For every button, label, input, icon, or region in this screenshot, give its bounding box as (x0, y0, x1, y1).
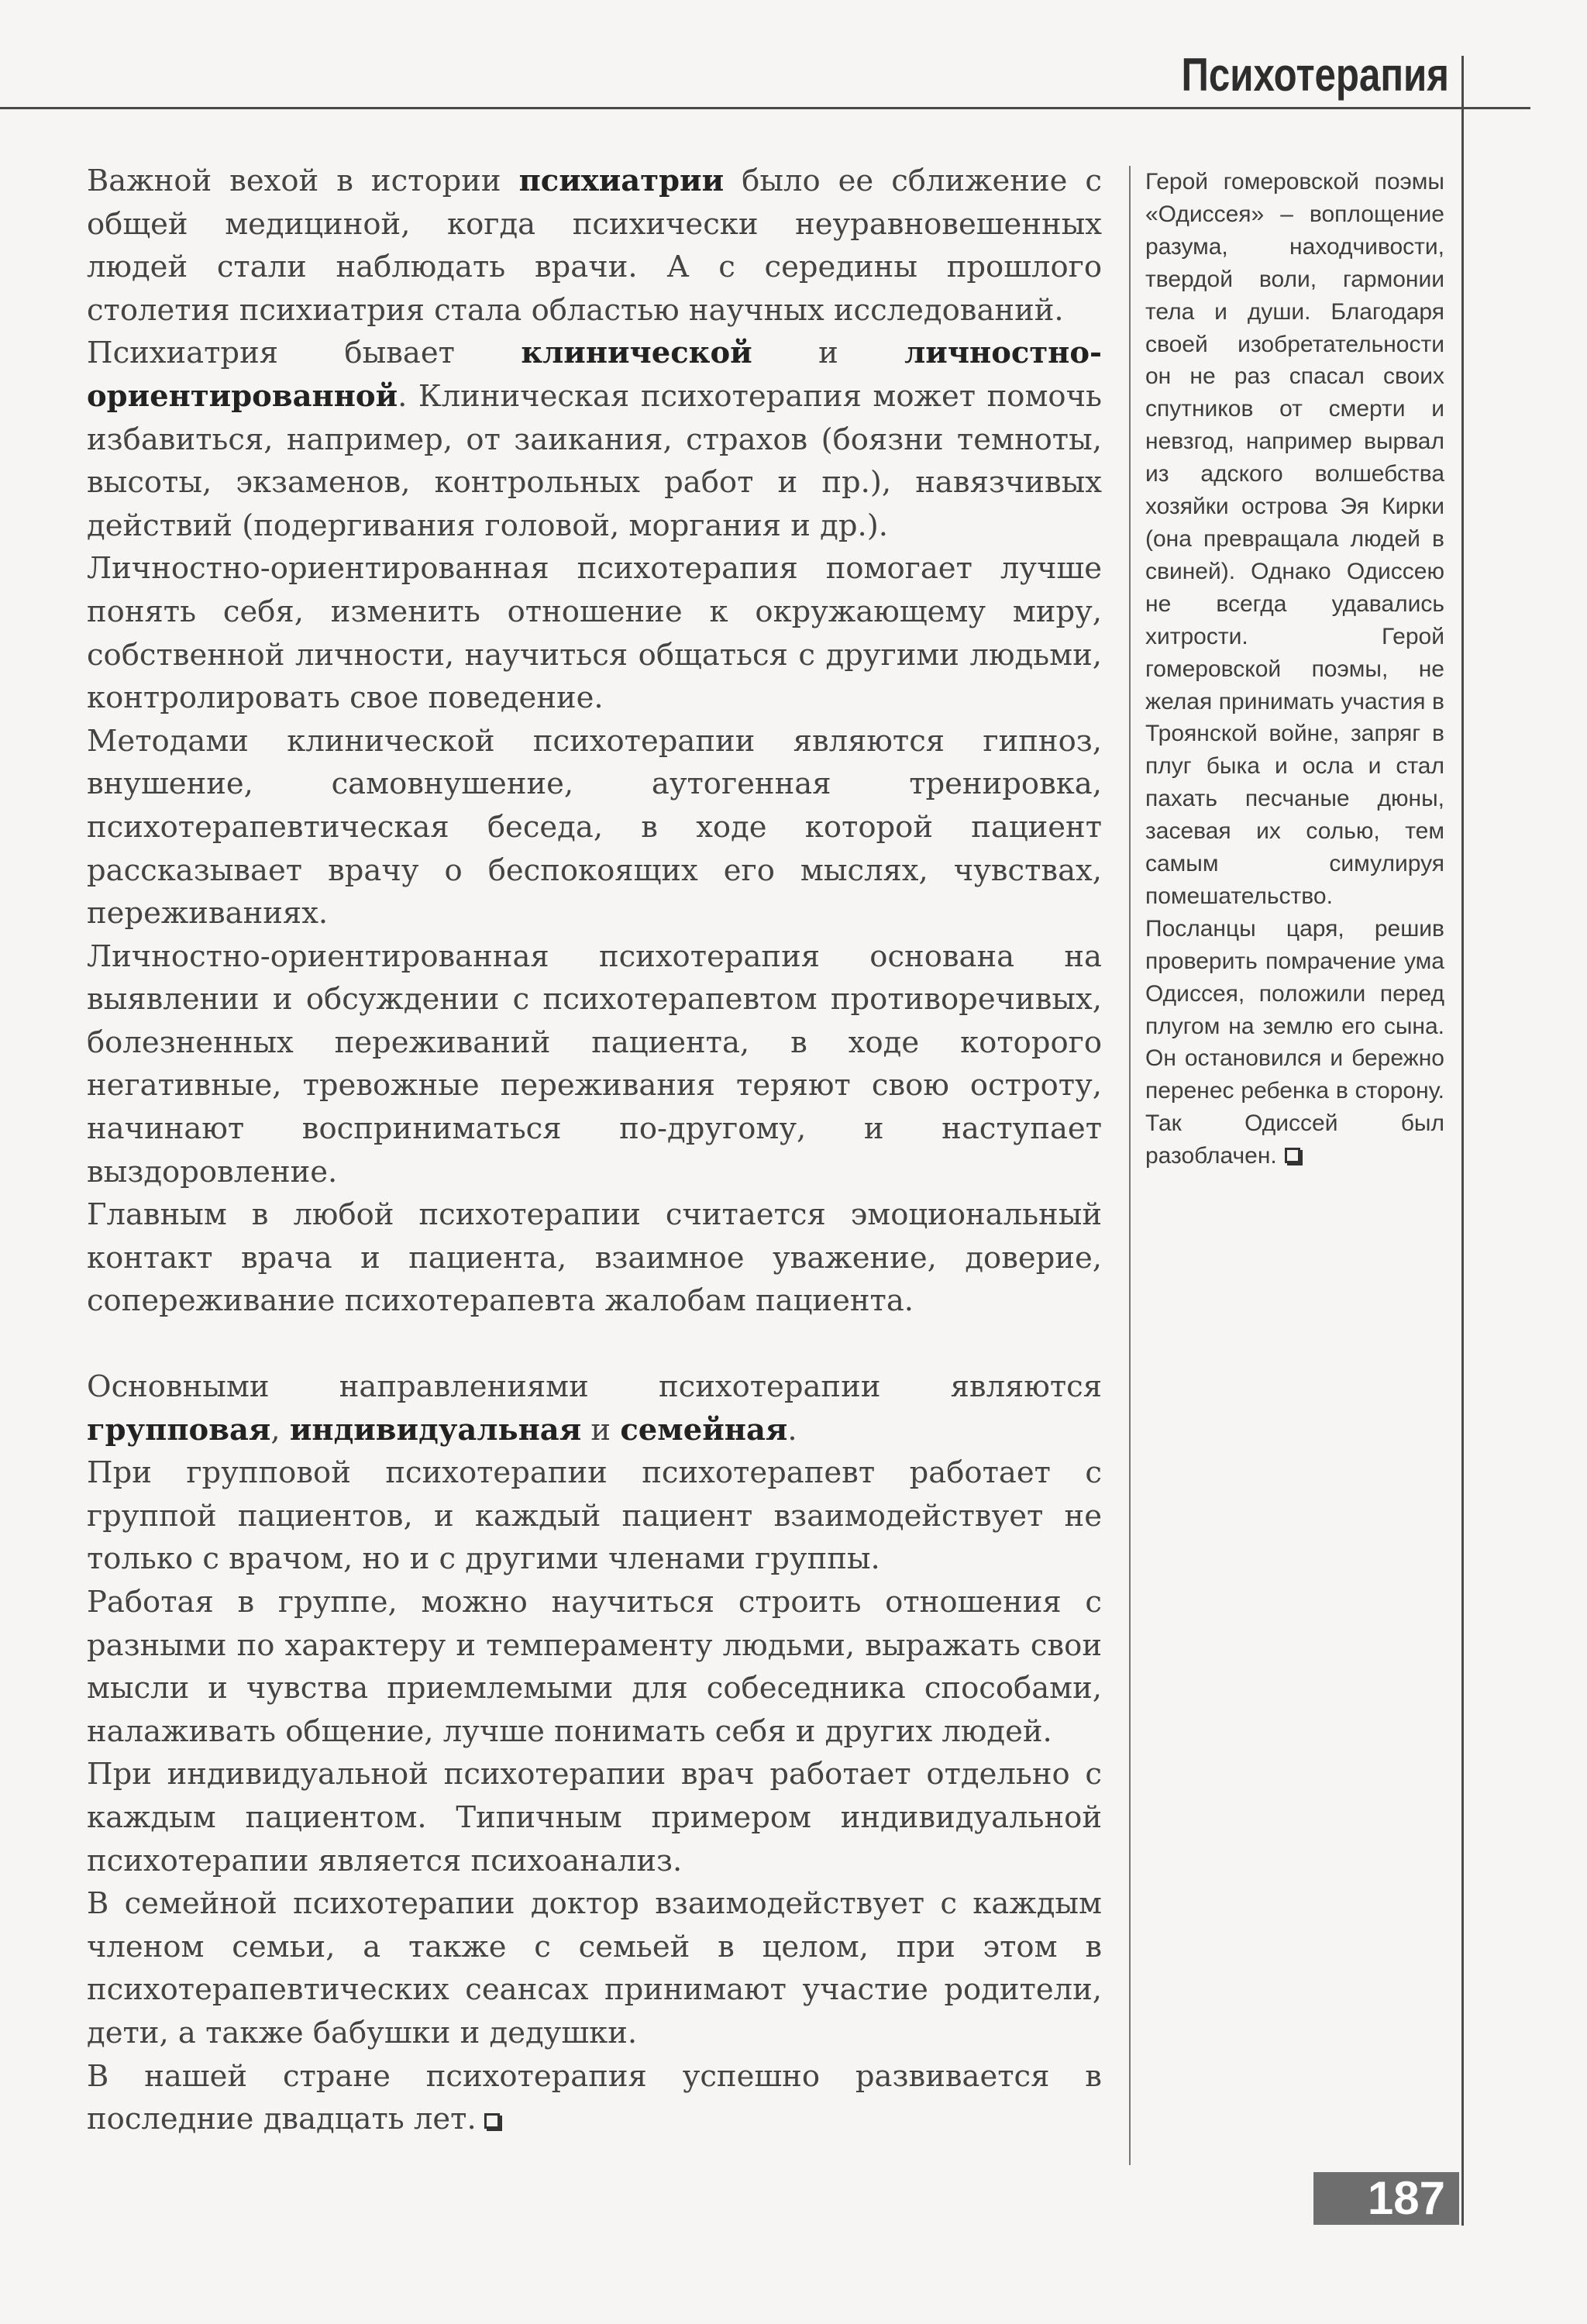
paragraph-last: В нашей стране психотерапия успешно развивается в последние двадцать лет. (87, 2058, 1102, 2137)
paragraph: Личностно-ориентированная психотерапия основана на выявлении и обсуждении с психотерапевтом противоречивых, болезненных переживаний пациента, в ходе которого негативные, тревожные переживания теряют свою остроту, начинают восприниматься по-другому, и наступает выздоровление. (87, 938, 1102, 1190)
page-number: 187 (1313, 2172, 1459, 2225)
paragraph: Психиатрия бывает клинической и личностно-ориентированной. Клиническая психотерапия может помочь избавиться, например, от заикания, страхов (боязни темноты, высоты, экзаменов, контрольных работ и пр.), навязчивых действий (подергивания головой, моргания и др.). (87, 336, 1103, 543)
sidebar-rule (1129, 166, 1131, 2165)
end-of-note-square-icon (1285, 1148, 1300, 1163)
paragraph: При групповой психотерапии психотерапевт работает с группой пациентов, и каждый пациент взаимодействует не только с врачом, но и с другими членами группы. (87, 1455, 1102, 1577)
page-edge-rule (1461, 56, 1464, 2226)
main-text-column (87, 160, 1102, 2141)
paragraph: Методами клинической психотерапии являются гипноз, внушение, самовнушение, аутогенная тренировка, психотерапевтическая беседа, в ходе которой пациент рассказывает врачу о беспокоящих его мыслях, чувствах, переживаниях. (87, 723, 1102, 931)
paragraph: При индивидуальной психотерапии врач работает отдельно с каждым пациентом. Типичным примером индивидуальной психотерапии является психоанализ. (87, 1757, 1102, 1878)
sidebar-note (1145, 166, 1444, 1172)
end-of-text-square-icon (484, 2113, 500, 2129)
paragraph: В семейной психотерапии доктор взаимодействует с каждым членом семьи, а также с семьей в целом, при этом в психотерапевтических сеансах принимают участие родители, дети, а также бабушки и дедушки. (87, 1886, 1102, 2050)
header-rule (0, 107, 1530, 109)
sidebar-text: Герой гомеровской поэмы «Одиссея» – воплощение разума, находчивости, твердой воли, гармонии тела и души. Благодаря своей изобретательности он не раз спасал своих спутников от смерти и невзгод, например вырвал из адского волшебства хозяйки острова Эя Кирки (она превращала людей в свиней). Однако Одиссею не всегда удавались хитрости. Герой гомеровской поэмы, не желая принимать участия в Троянской войне, запряг в плуг быка и осла и стал пахать песчаные дюны, засевая их солью, тем самым симулируя помешательство. Посланцы царя, решив проверить помрачение ума Одиссея, положили перед плугом на землю его сына. Он остановился и бережно перенес ребенка в сторону. Так Одиссей был разоблачен. (1145, 169, 1444, 1169)
paragraph: Работая в группе, можно научиться строить отношения с разными по характеру и темпераменту людьми, выражать свои мысли и чувства приемлемыми для собеседника способами, налаживать общение, лучше понимать себя и других людей. (87, 1585, 1102, 1749)
paragraph: Важной вехой в истории психиатрии было ее сближение с общей медициной, когда психически неуравновешенных людей стали наблюдать врачи. А с середины прошлого столетия психиатрия стала областью научных исследований. (87, 164, 1102, 328)
paragraph: Основными направлениями психотерапии являются групповая, индивидуальная и семейная. (87, 1369, 1102, 1448)
paragraph: Главным в любой психотерапии считается эмоциональный контакт врача и пациента, взаимное уважение, доверие, сопереживание психотерапевта жалобам пациента. (87, 1197, 1102, 1319)
running-header-title: Психотерапия (1181, 49, 1449, 101)
section-gap (87, 1323, 1102, 1365)
paragraph: Личностно-ориентированная психотерапия помогает лучше понять себя, изменить отношение к окружающему миру, собственной личности, научиться общаться с другими людьми, контролировать свое поведение. (87, 551, 1102, 716)
